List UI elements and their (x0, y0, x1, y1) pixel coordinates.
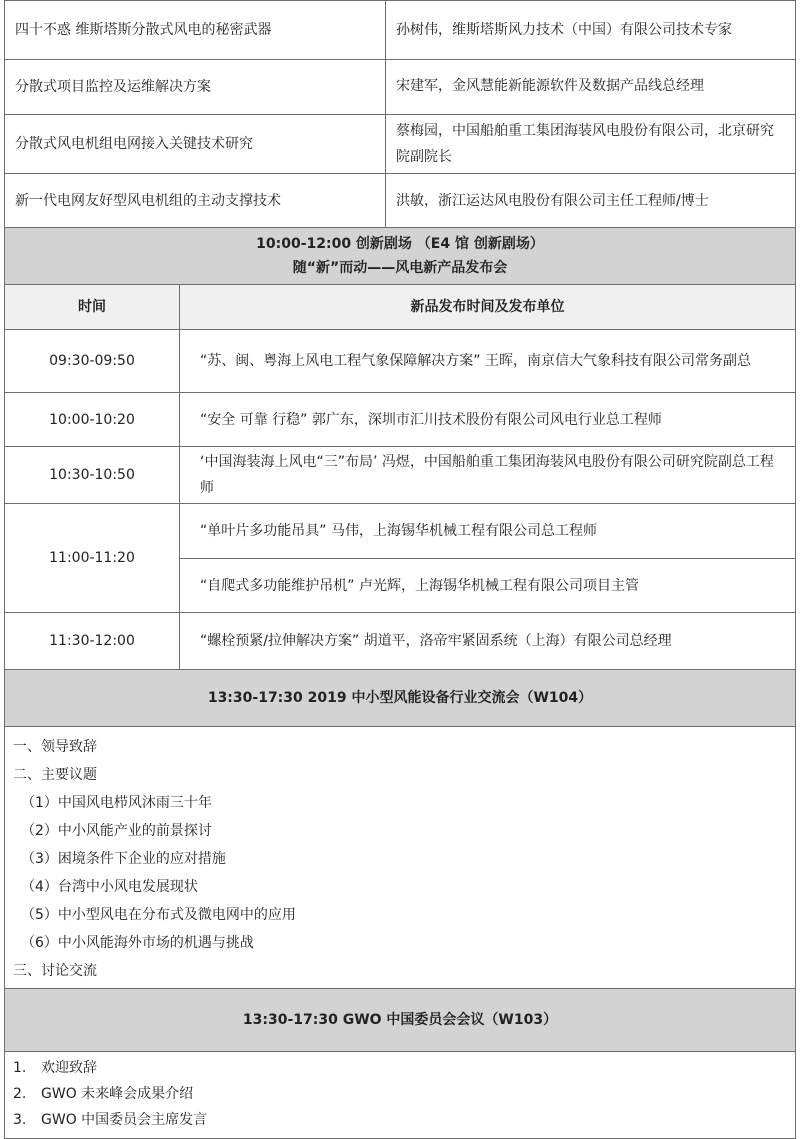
agenda-table (4, 0, 796, 1139)
session-header-small-wind (5, 670, 795, 726)
item-text: 欢迎致辞 (41, 1060, 97, 1076)
session-header-launch (5, 228, 795, 284)
item-number: 2. (13, 1086, 27, 1102)
col-header-release: 新品发布时间及发布单位 (410, 299, 565, 315)
agenda-subitem: （4）台湾中小风电发展现状 (21, 879, 198, 895)
agenda-item (13, 1106, 207, 1134)
launch-time: 11:30-12:00 (49, 633, 135, 649)
gwo-agenda (5, 1054, 795, 1138)
launch-time: 11:00-11:20 (49, 550, 135, 566)
talk-topic: 分散式项目监控及运维解决方案 (15, 79, 211, 95)
session-title: 随“新”而动——风电新产品发布会 (292, 260, 508, 276)
talk-row (5, 115, 795, 173)
talk-speaker: 孙树伟，维斯塔斯风力技术（中国）有限公司技术专家 (396, 22, 732, 38)
talk-row (5, 60, 795, 114)
agenda-item: 三、讨论交流 (13, 963, 97, 979)
item-number: 3. (13, 1112, 27, 1128)
launch-time: 09:30-09:50 (49, 353, 135, 369)
launch-item: “自爬式多功能维护吊机” 卢光辉，上海锡华机械工程有限公司项目主管 (200, 577, 639, 594)
talk-topic: 分散式风电机组电网接入关键技术研究 (15, 136, 253, 152)
talk-speaker: 蔡梅园，中国船舶重工集团海装风电股份有限公司，北京研究院副院长 (396, 123, 774, 165)
agenda-subitem: （6）中小风能海外市场的机遇与挑战 (21, 935, 254, 951)
agenda-subitem: （3）困境条件下企业的应对措施 (21, 851, 226, 867)
small-wind-agenda (5, 733, 795, 987)
launch-time: 10:00-10:20 (49, 411, 135, 428)
item-text: GWO 中国委员会主席发言 (41, 1112, 208, 1128)
talk-speaker: 宋建军，金风慧能新能源软件及数据产品线总经理 (396, 78, 704, 94)
launch-row (5, 330, 795, 392)
launch-item: “单叶片多功能吊具” 马伟，上海锡华机械工程有限公司总工程师 (200, 523, 597, 539)
session-title: 13:30-17:30 GWO 中国委员会会议（W103） (242, 1012, 558, 1028)
talk-topic: 新一代电网友好型风电机组的主动支撑技术 (15, 192, 281, 209)
session-time-venue: 10:00-12:00 创新剧场 （E4 馆 创新剧场） (256, 236, 544, 252)
agenda-item: 二、主要议题 (13, 767, 97, 783)
talk-topic: 四十不惑 维斯塔斯分散式风电的秘密武器 (15, 22, 272, 38)
launch-item: “安全 可靠 行稳” 郭广东，深圳市汇川技术股份有限公司风电行业总工程师 (200, 411, 662, 428)
session-header-gwo (5, 989, 795, 1051)
item-text: GWO 未来峰会成果介绍 (41, 1086, 194, 1102)
item-number: 1. (13, 1060, 27, 1076)
col-header-time: 时间 (78, 299, 106, 315)
talk-speaker: 洪敏，浙江运达风电股份有限公司主任工程师/博士 (396, 192, 709, 209)
agenda-subitem: （2）中小风能产业的前景探讨 (21, 823, 212, 839)
launch-table-header (5, 285, 795, 329)
launch-row (5, 613, 795, 669)
talk-row (5, 1, 795, 59)
launch-row (5, 393, 795, 446)
agenda-subitem: （1）中国风电栉风沐雨三十年 (21, 795, 212, 811)
launch-row (5, 447, 795, 503)
launch-time: 10:30-10:50 (49, 467, 135, 483)
session-title: 13:30-17:30 2019 中小型风能设备行业交流会（W104） (207, 690, 593, 706)
agenda-subitem: （5）中小型风电在分布式及微电网中的应用 (21, 907, 296, 923)
launch-item: “螺栓预紧/拉伸解决方案” 胡道平，洛帝牢紧固系统（上海）有限公司总经理 (200, 633, 672, 649)
launch-item: ‘中国海装海上风电“三”布局’ 冯煜，中国船舶重工集团海装风电股份有限公司研究院副总工程师 (200, 454, 774, 496)
agenda-item (13, 1080, 193, 1108)
talk-row (5, 174, 795, 227)
launch-row (5, 504, 795, 612)
agenda-item: 一、领导致辞 (13, 739, 97, 755)
launch-item: “苏、闽、粤海上风电工程气象保障解决方案” 王晖，南京信大气象科技有限公司常务副总 (200, 353, 751, 369)
agenda-item (13, 1054, 97, 1082)
